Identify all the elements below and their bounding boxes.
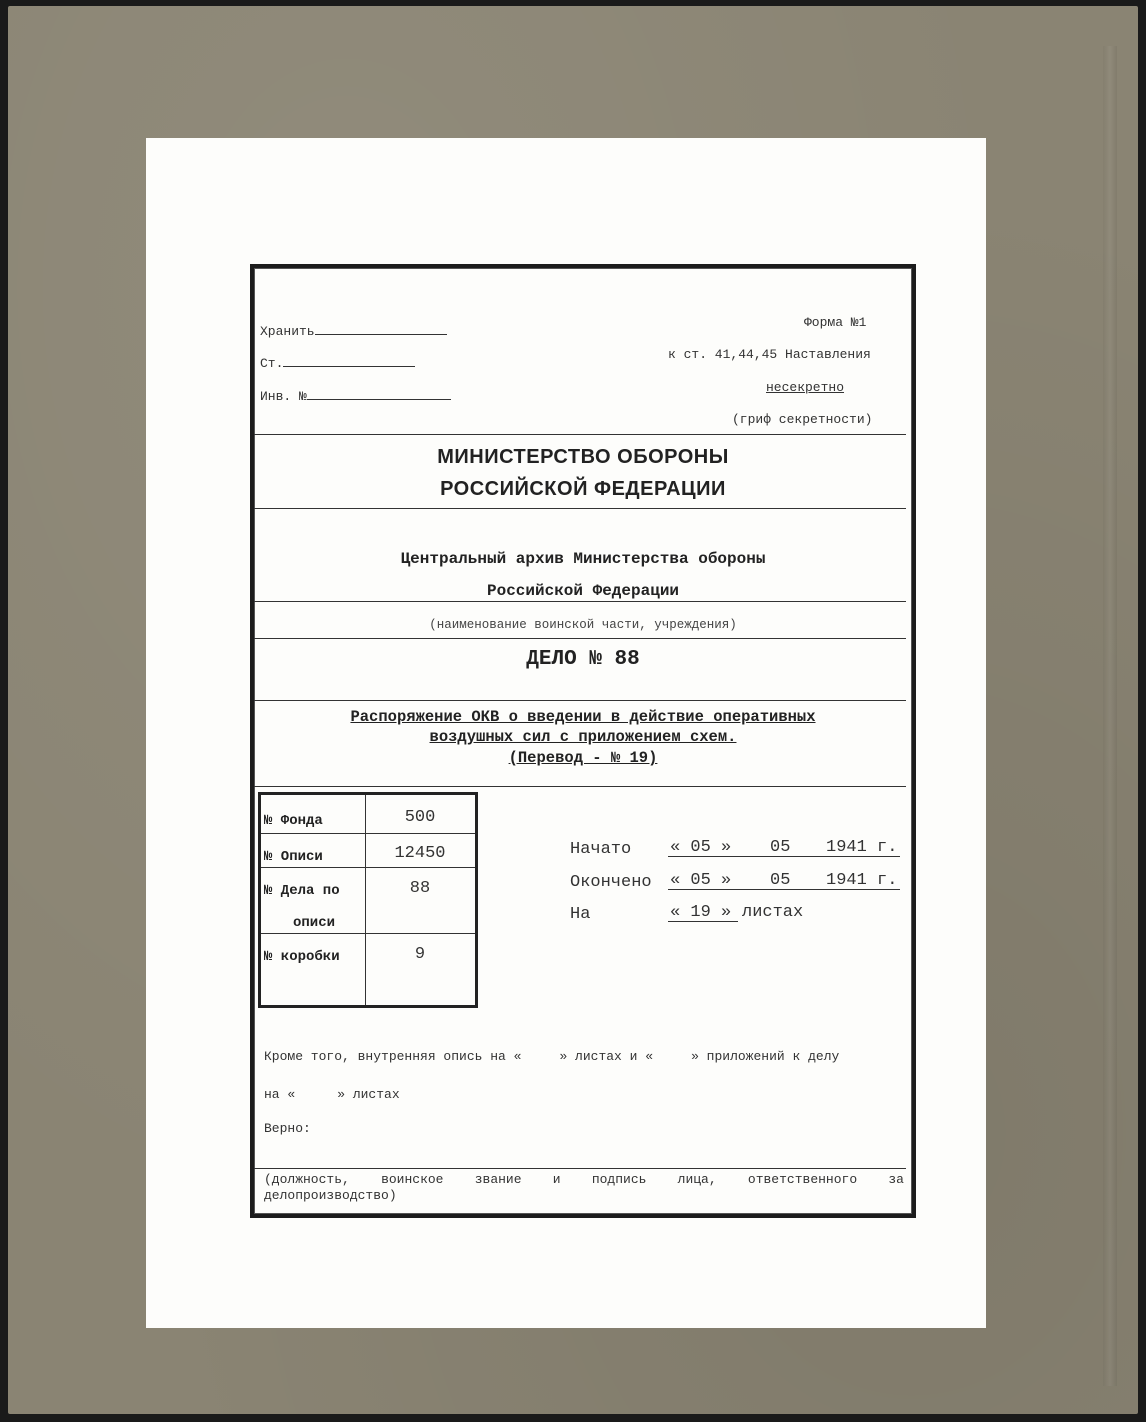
divider [254, 508, 906, 509]
divider [254, 786, 906, 787]
case-number-value: 88 [614, 648, 640, 671]
started-year: 1941 г. [826, 838, 898, 857]
registry-table [258, 792, 478, 1008]
ministry-line-1: МИНИСТЕРСТВО ОБОРОНЫ [437, 446, 729, 468]
fond-label: № Фонда [264, 813, 323, 829]
case-title-line-2: воздушных сил с приложением схем. [429, 728, 737, 746]
st-blank [283, 352, 415, 367]
divider [254, 700, 906, 701]
case-title-line-1: Распоряжение ОКВ о введении в действие оперативных [350, 708, 816, 726]
inventory-text-a: Кроме того, внутренняя опись на « [264, 1049, 522, 1064]
table-divider [261, 867, 475, 868]
sheets-underline [668, 921, 738, 922]
delo-label-1: № Дела по [264, 883, 340, 899]
signature-word-3: звание [474, 1172, 522, 1187]
khranit-blank [315, 320, 447, 335]
opis-value: 12450 [394, 844, 446, 863]
ended-month: 05 [770, 871, 791, 890]
case-title-line-3: (Перевод - № 19) [508, 749, 658, 767]
started-label: Начато [570, 840, 632, 859]
secrecy-caption: (гриф секретности) [732, 412, 873, 427]
inventory-text-c: » приложений к делу [691, 1049, 840, 1064]
signature-line [254, 1168, 906, 1169]
table-divider [261, 833, 475, 834]
started-day: « 05 » [670, 838, 732, 857]
folder-fold [1103, 46, 1117, 1386]
st-field [260, 352, 415, 371]
signature-word-4: и [552, 1172, 561, 1187]
khranit-field [260, 320, 447, 339]
signature-word-5: подпись [591, 1172, 647, 1187]
ended-year: 1941 г. [826, 871, 898, 890]
case-number [254, 648, 912, 671]
case-label: ДЕЛО № [526, 648, 602, 671]
sheets-text-a: на « [264, 1087, 296, 1102]
opis-label: № Описи [264, 849, 323, 865]
signature-word-7: ответственного [747, 1172, 858, 1187]
form-frame [250, 264, 916, 1218]
signature-word-8: за [888, 1172, 904, 1187]
started-month: 05 [770, 838, 791, 857]
signature-word-6: лица, [677, 1172, 717, 1187]
signature-caption-line-2: делопроизводство) [264, 1188, 397, 1203]
ended-underline [668, 889, 900, 890]
sheets-count: « 19 » [670, 903, 732, 922]
signature-word-1: (должность, [264, 1172, 350, 1187]
korobki-value: 9 [414, 945, 426, 964]
archive-caption: (наименование воинской части, учреждения) [429, 618, 737, 632]
inv-label: Инв. № [260, 389, 307, 404]
archive-line-2: Российской Федерации [486, 582, 680, 600]
inventory-line [264, 1049, 839, 1064]
article-reference: к ст. 41,44,45 Наставления [668, 347, 871, 362]
secrecy-value: несекретно [766, 380, 845, 395]
started-underline [668, 856, 900, 857]
inventory-text-b: » листах и « [559, 1049, 654, 1064]
signature-caption [264, 1172, 904, 1187]
divider [254, 434, 906, 435]
korobki-label: № коробки [264, 949, 340, 965]
inv-blank [307, 385, 451, 400]
sheets-word: листах [742, 903, 804, 922]
delo-value: 88 [409, 879, 431, 898]
inv-field [260, 385, 451, 404]
verno-label: Верно: [264, 1121, 311, 1136]
fond-value: 500 [404, 808, 436, 827]
ended-label: Окончено [570, 873, 652, 892]
ended-day: « 05 » [670, 871, 732, 890]
signature-word-2: воинское [381, 1172, 444, 1187]
khranit-label: Хранить [260, 324, 315, 339]
forma-label: Форма №1 [804, 315, 867, 330]
table-divider [261, 933, 475, 934]
divider [254, 601, 906, 602]
ministry-line-2: РОССИЙСКОЙ ФЕДЕРАЦИИ [440, 478, 726, 500]
sheets-line [264, 1087, 400, 1102]
sheets-text-b: » листах [337, 1087, 400, 1102]
divider [254, 638, 906, 639]
archive-line-1: Центральный архив Министерства обороны [400, 550, 766, 568]
on-label: На [570, 905, 591, 924]
st-label: Ст. [260, 356, 284, 371]
delo-label-2: описи [293, 915, 336, 931]
